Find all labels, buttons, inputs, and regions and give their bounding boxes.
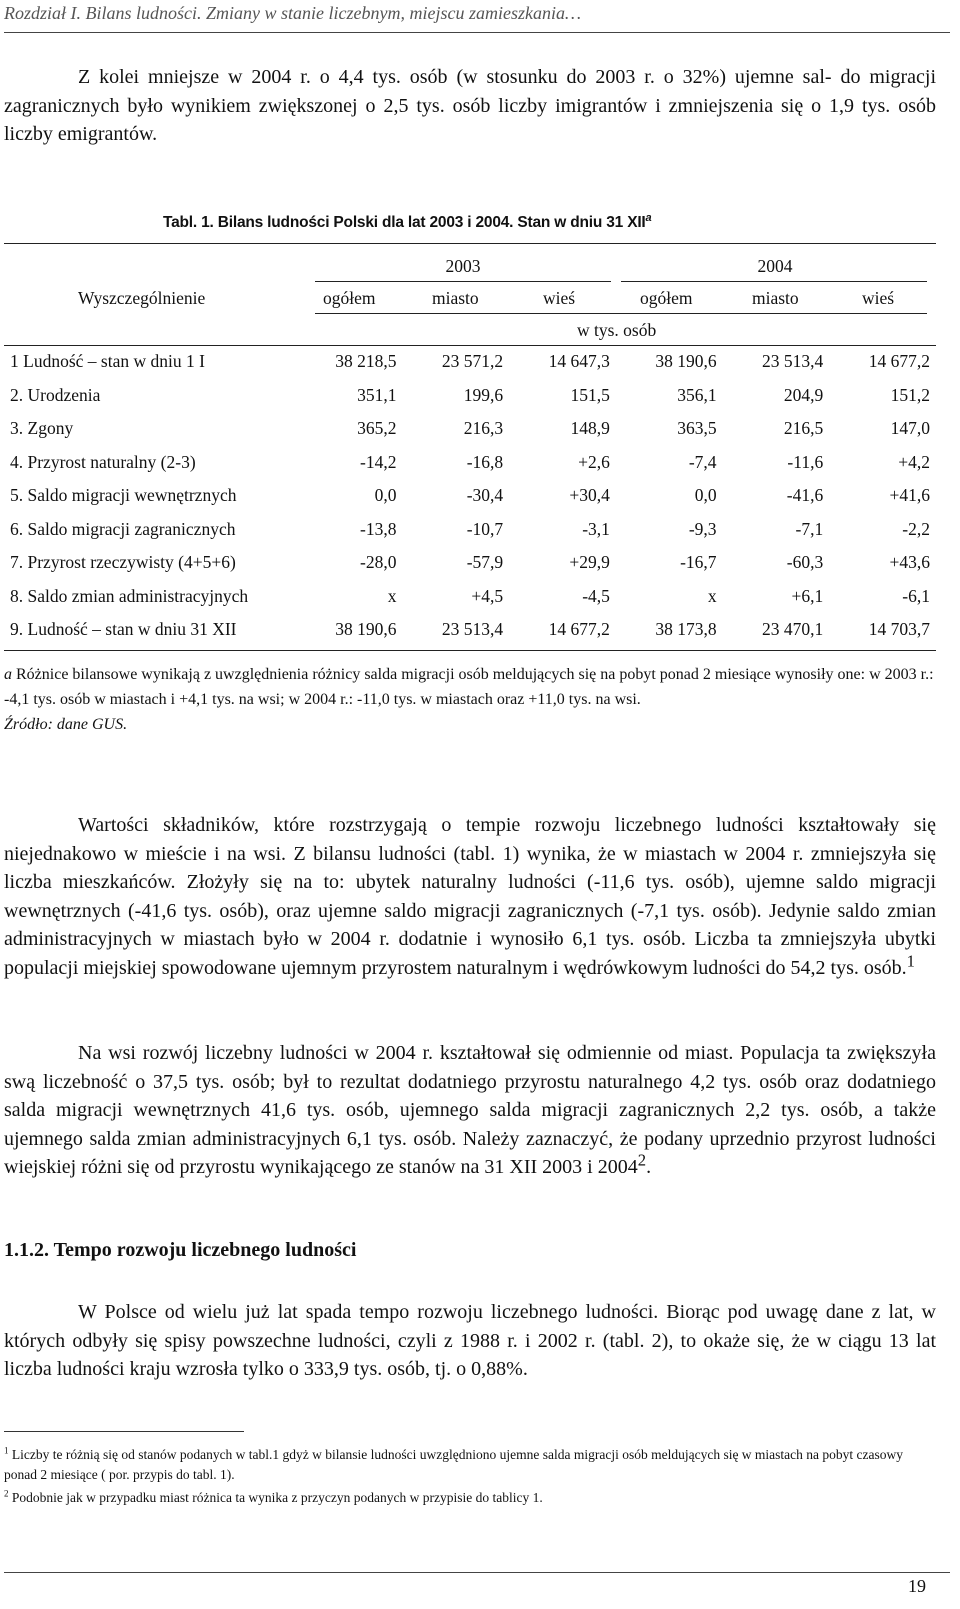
cell-value: -30,4 — [466, 485, 504, 506]
cell-value: 0,0 — [694, 485, 717, 506]
cell-value: 151,5 — [570, 384, 610, 405]
population-balance-table — [4, 345, 936, 647]
cell-value: 365,2 — [357, 418, 397, 439]
cell-value: -10,7 — [466, 518, 504, 539]
table-row — [4, 446, 936, 480]
col-ogolem-2003: ogółem — [323, 288, 376, 308]
footnote-2-number: 2 — [4, 1488, 9, 1499]
footnote-ref-2: 2 — [637, 1150, 647, 1170]
cell-value: 216,5 — [783, 418, 824, 439]
year-2003: 2003 — [445, 256, 481, 276]
row-label: 7. Przyrost rzeczywisty (4+5+6) — [10, 552, 236, 573]
cell-value: 23 513,4 — [441, 619, 504, 640]
cell-value: -14,2 — [360, 451, 397, 472]
footnote-1-text: Liczby te różnią się od stanów podanych w tabl.1 gdyż w bilansie ludności uwzględniono ujemne salda migracji osób meldujących się w miastach na pobyt czasowy ponad 2 miesiące ( por. przypis do tabl. 1). — [4, 1447, 904, 1482]
cell-value: 363,5 — [677, 418, 717, 439]
cell-value: 148,9 — [570, 418, 610, 439]
footnote-2 — [4, 1488, 936, 1508]
table-row — [4, 513, 936, 547]
cell-value: +4,5 — [471, 585, 504, 606]
cell-value: -16,7 — [680, 552, 717, 573]
cell-value: -3,1 — [582, 518, 610, 539]
cell-value: 23 571,2 — [441, 351, 504, 372]
cell-value: +41,6 — [889, 485, 930, 506]
unit-label: w tys. osób — [577, 320, 657, 340]
cell-value: -7,4 — [688, 451, 717, 472]
table-caption — [163, 211, 652, 232]
cell-value: 204,9 — [783, 384, 824, 405]
cell-value: +6,1 — [791, 585, 824, 606]
table-note — [4, 662, 936, 737]
row-label: 4. Przyrost naturalny (2-3) — [10, 451, 196, 472]
footnote-1-number: 1 — [4, 1445, 9, 1456]
cell-value: -60,3 — [786, 552, 824, 573]
cell-value: -57,9 — [466, 552, 504, 573]
cell-value: 38 173,8 — [655, 619, 717, 640]
section-heading: 1.1.2. Tempo rozwoju liczebnego ludności — [4, 1239, 357, 1261]
cell-value: 23 513,4 — [761, 351, 824, 372]
cell-value: +2,6 — [578, 451, 610, 472]
caption-note-marker: a — [645, 211, 652, 224]
table-row — [4, 546, 936, 580]
paragraph-cities — [4, 811, 936, 982]
cell-value: x — [387, 585, 397, 606]
paragraph-tempo — [4, 1298, 936, 1384]
paragraph-villages — [4, 1039, 936, 1182]
cell-value: 356,1 — [677, 384, 717, 405]
col-ogolem-2004: ogółem — [640, 288, 693, 308]
cell-value: 199,6 — [463, 384, 504, 405]
cell-value: 38 190,6 — [335, 619, 397, 640]
cell-value: 38 190,6 — [655, 351, 717, 372]
year-2004-rule — [621, 281, 927, 282]
running-header — [4, 0, 950, 33]
cell-value: +43,6 — [889, 552, 930, 573]
cell-value: +29,9 — [569, 552, 610, 573]
cell-value: -4,5 — [582, 585, 610, 606]
table-row — [4, 580, 936, 614]
cell-value: -16,8 — [466, 451, 504, 472]
cell-value: 14 703,7 — [868, 619, 930, 640]
col-wies-2003: wieś — [543, 288, 576, 308]
cell-value: +4,2 — [898, 451, 930, 472]
cell-value: +30,4 — [569, 485, 610, 506]
table-row — [4, 412, 936, 446]
table-top-rule — [4, 243, 936, 244]
para1-text: Wartości składników, które rozstrzygają o tempie rozwoju liczebnego ludności kształtowały się niejednakowo w mieście i na wsi. Z bilansu ludności (tabl. 1) wynika, że w miastach w 2004 r. zmniejszyła się liczba mieszkańców. Złożyły się na to: ubytek naturalny ludności (-11,6 tys. osób), ujemne saldo migracji wewnętrznych (-41,6 tys. osób), oraz ujemne saldo migracji zagranicznych (-7,1 tys. osób). Jedynie saldo zmian administracyjnych w miastach było w 2004 r. dodatnie i wynosiło 6,1 tys. osób. Liczba ta zmniejszyła ubytki populacji miejskiej spowodowane ujemnym przyrostem naturalnym i wędrówkowym ludności do 54,2 tys. osób. — [4, 814, 936, 979]
cell-value: 14 677,2 — [868, 351, 930, 372]
note-text: Różnice bilansowe wynikają z uwzględnienia różnicy salda migracji osób meldujących się na pobyt ponad 2 miesiące wynosiły one: w 2003 r.: -4,1 tys. osób w miastach i +4,1 tys. na wsi; w 2004 r.: -11,0 tys. w miastach oraz +11,0 tys. na wsi. — [4, 666, 934, 708]
table-row — [4, 479, 936, 513]
footnote-1 — [4, 1445, 936, 1485]
cell-value: -2,2 — [902, 518, 930, 539]
cell-value: -41,6 — [786, 485, 824, 506]
table-row — [4, 345, 936, 379]
cell-value: -6,1 — [902, 585, 930, 606]
cell-value: 14 677,2 — [548, 619, 610, 640]
table-bottom-rule — [4, 650, 936, 651]
row-label: 1 Ludność – stan w dniu 1 I — [10, 351, 205, 372]
table-row — [4, 379, 936, 413]
col-miasto-2004: miasto — [752, 288, 799, 308]
col-wies-2004: wieś — [862, 288, 895, 308]
row-header: Wyszczególnienie — [78, 288, 206, 308]
row-label: 6. Saldo migracji zagranicznych — [10, 518, 236, 539]
para2-end: . — [646, 1156, 652, 1178]
footer-rule — [4, 1572, 950, 1573]
cell-value: 23 470,1 — [761, 619, 824, 640]
cell-value: 151,2 — [890, 384, 930, 405]
row-label: 3. Zgony — [10, 418, 74, 439]
cell-value: 0,0 — [374, 485, 397, 506]
cell-value: 38 218,5 — [335, 351, 397, 372]
note-marker: a — [4, 666, 12, 683]
header-text: Rozdział I. Bilans ludności. Zmiany w stanie liczebnym, miejscu zamieszkania… — [4, 3, 581, 23]
page-number: 19 — [908, 1576, 926, 1596]
footnote-separator — [4, 1431, 244, 1432]
footnote-ref-1: 1 — [906, 950, 915, 970]
col-miasto-2003: miasto — [432, 288, 479, 308]
intro-paragraph — [4, 63, 936, 149]
cell-value: -11,6 — [787, 451, 824, 472]
footnote-2-text: Podobnie jak w przypadku miast różnica ta wynika z przyczyn podanych w przypisie do tablicy 1. — [11, 1490, 543, 1505]
year-2003-rule — [315, 281, 611, 282]
cell-value: x — [707, 585, 717, 606]
intro-first-line: Z kolei mniejsze w 2004 r. o 4,4 tys. osób (w stosunku do 2003 r. o 32%) ujemne sal- — [78, 66, 832, 88]
cell-value: -28,0 — [360, 552, 397, 573]
cell-value: -13,8 — [360, 518, 397, 539]
year-2004: 2004 — [757, 256, 793, 276]
row-label: 8. Saldo zmian administracyjnych — [10, 585, 249, 606]
table-source: Źródło: dane GUS. — [4, 716, 128, 733]
cell-value: -9,3 — [688, 518, 717, 539]
row-label: 5. Saldo migracji wewnętrznych — [10, 485, 237, 506]
row-label: 2. Urodzenia — [10, 384, 101, 405]
row-label: 9. Ludność – stan w dniu 31 XII — [10, 619, 237, 640]
cell-value: 14 647,3 — [548, 351, 610, 372]
para2-text: Na wsi rozwój liczebny ludności w 2004 r. kształtował się odmiennie od miast. Populacja ta zwiększyła swą liczebność o 37,5 tys. osób; był to rezultat dodatniego przyrostu naturalnego 4,2 tys. osób oraz dodatniego salda migracji wewnętrznych 41,6 tys. osób, ujemnego salda migracji zagranicznych 2,2 tys. osób, a także ujemnego salda zmian administracyjnych 6,1 tys. osób. Należy zaznaczyć, że podany uprzednio przyrost ludności wiejskiej różni się od przyrostu wynikającego ze stanów na 31 XII 2003 i 2004 — [4, 1042, 936, 1178]
cell-value: -7,1 — [795, 518, 824, 539]
cell-value: 147,0 — [890, 418, 930, 439]
cell-value: 216,3 — [463, 418, 504, 439]
intro-rest: do migracji zagranicznych było wynikiem zwiększonej o 2,5 tys. osób liczby imigrantów i zmniejszenia się o 1,9 tys. osób liczby emigrantów. — [4, 66, 936, 145]
cell-value: 351,1 — [357, 384, 397, 405]
table-row — [4, 613, 936, 647]
columns-rule — [315, 313, 927, 314]
para3-text: W Polsce od wielu już lat spada tempo rozwoju liczebnego ludności. Biorąc pod uwagę dane z lat, w których odbyły się spisy powszechne ludności, czyli z 1988 r. i 2002 r. (tabl. 2), to okaże się, że w ciągu 13 lat liczba ludności kraju wzrosła tylko o 333,9 tys. osób, tj. o 0,88%. — [4, 1301, 936, 1380]
caption-text: Tabl. 1. Bilans ludności Polski dla lat 2003 i 2004. Stan w dniu 31 XII — [163, 214, 646, 231]
